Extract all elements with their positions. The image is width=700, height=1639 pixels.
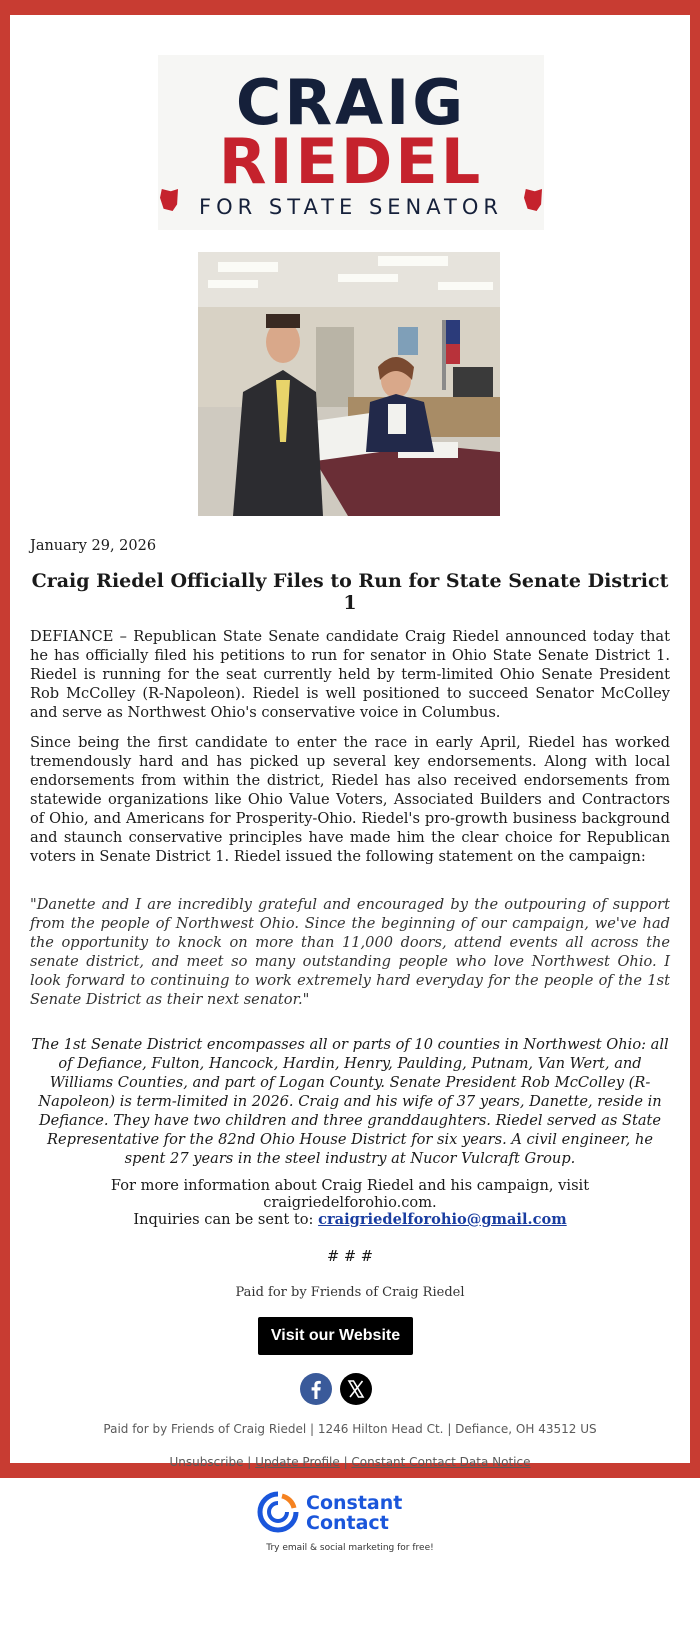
release-headline: Craig Riedel Officially Files to Run for State Senate District 1 bbox=[31, 570, 669, 614]
candidate-quote: "Danette and I are incredibly grateful and encouraged by the outpouring of support from the people of Northwest Ohio. Since the beginning of our campaign, we've had the opportunity to knock on more than 11,000 doors, attend events all across the senate district, and meet so many outstanding people who love Northwest Ohio. I look forward to continuing to work extremely hard everyday for the people of the 1st Senate District as their next senator." bbox=[30, 896, 670, 1008]
data-notice-link[interactable]: Constant Contact Data Notice bbox=[351, 1455, 531, 1469]
ohio-state-icon bbox=[160, 189, 178, 211]
footer-links bbox=[0, 1455, 700, 1469]
release-paragraph-2: Since being the first candidate to enter the race in early April, Riedel has worked tremendously hard and has picked up several key endorsements. Along with local endorsements from within the district, Riedel has also received endorsements from statewide organizations like Ohio Value Voters, Associated Builders and Contractors of Ohio, and Americans for Prosperity-Ohio. Riedel's pro-growth business background and staunch conservative principles have made him the clear choice for Republican voters in Senate District 1. Riedel issued the following statement on the campaign: bbox=[30, 734, 670, 865]
inquiries-line bbox=[30, 1211, 670, 1228]
constant-contact-word-1: Constant bbox=[306, 1492, 403, 1514]
logo-tagline bbox=[158, 195, 544, 219]
campaign-logo bbox=[158, 55, 544, 230]
paid-for-disclaimer: Paid for by Friends of Craig Riedel bbox=[235, 1285, 465, 1300]
email-card bbox=[10, 15, 690, 1463]
x-icon[interactable] bbox=[340, 1373, 372, 1405]
inquiries-email-link[interactable]: craigriedelforohio@gmail.com bbox=[318, 1211, 567, 1228]
more-info-text: For more information about Craig Riedel and his campaign, visit craigriedelforohio.com. bbox=[110, 1177, 590, 1211]
ohio-state-icon bbox=[524, 189, 542, 211]
release-paragraph-1: DEFIANCE – Republican State Senate candidate Craig Riedel announced today that he has officially filed his petitions to run for senator in Ohio State Senate District 1. Riedel is running for the seat currently held by term-limited Ohio Senate President Rob McColley (R-Napoleon). Riedel is well positioned to succeed Senator McColley and serve as Northwest Ohio's conservative voice in Columbus. bbox=[30, 628, 670, 721]
unsubscribe-link[interactable]: Unsubscribe bbox=[169, 1455, 244, 1469]
inquiries-label: Inquiries can be sent to: bbox=[133, 1211, 319, 1228]
footer-separator: | bbox=[243, 1455, 256, 1469]
update-profile-link[interactable]: Update Profile bbox=[255, 1455, 340, 1469]
constant-contact-word-2: Contact bbox=[306, 1512, 389, 1534]
constant-contact-logo[interactable] bbox=[256, 1490, 416, 1536]
logo-last-name: RIEDEL bbox=[218, 125, 484, 198]
footer-address: Paid for by Friends of Craig Riedel | 1246 Hilton Head Ct. | Defiance, OH 43512 US bbox=[103, 1422, 597, 1436]
constant-contact-tagline[interactable]: Try email & social marketing for free! bbox=[266, 1543, 434, 1553]
campaign-photo bbox=[198, 252, 500, 516]
end-mark: # # # bbox=[327, 1248, 373, 1265]
footer-separator: | bbox=[339, 1455, 352, 1469]
release-date: January 29, 2026 bbox=[30, 538, 157, 554]
constant-contact-mark-icon bbox=[256, 1490, 300, 1534]
about-district: The 1st Senate District encompasses all or parts of 10 counties in Northwest Ohio: all of Defiance, Fulton, Hancock, Hardin, Henry, Paulding, Putnam, Van Wert, and Williams Counties, and part of Logan County. Senate President Rob McColley (R-Napoleon) is term-limited in 2026. Craig and his wife of 37 years, Danette, reside in Defiance. They have two children and three granddaughters. Riedel served as State Representative for the 82nd Ohio House District for six years. A civil engineer, he spent 27 years in the steel industry at Nucor Vulcraft Group. bbox=[31, 1036, 669, 1167]
facebook-icon[interactable] bbox=[300, 1373, 332, 1405]
logo-first-name: CRAIG bbox=[235, 66, 467, 139]
logo-tagline-text: FOR STATE SENATOR bbox=[199, 195, 503, 219]
visit-website-button[interactable]: Visit our Website bbox=[258, 1317, 413, 1355]
